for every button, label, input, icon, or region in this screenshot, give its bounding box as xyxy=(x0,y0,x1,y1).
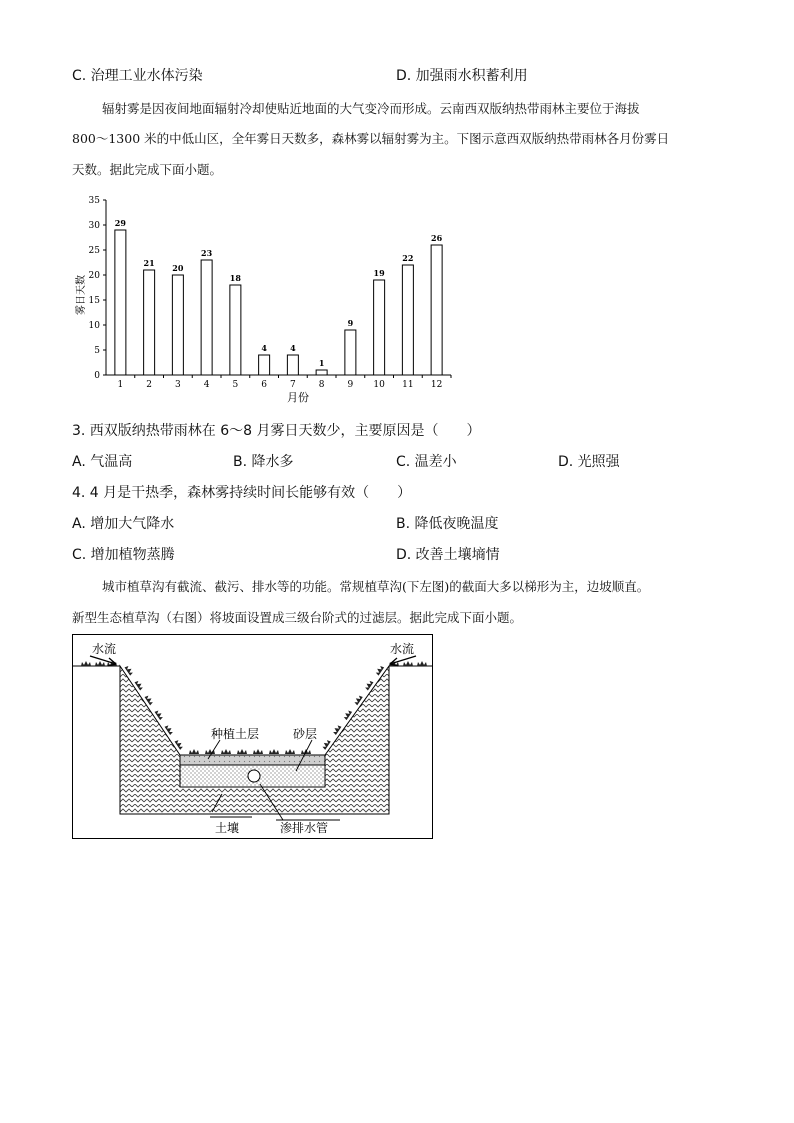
y-tick-label: 35 xyxy=(88,196,100,206)
x-tick-label: 1 xyxy=(117,380,124,390)
drain-pipe-label: 渗排水管 xyxy=(280,821,329,835)
q3-option-a: A. 气温高 xyxy=(72,454,133,470)
grass-swale-diagram xyxy=(72,634,434,840)
y-tick-label: 10 xyxy=(88,321,100,331)
x-tick-label: 3 xyxy=(175,380,181,390)
chart-xlabel: 月份 xyxy=(287,391,309,404)
bar-value-label: 23 xyxy=(201,248,213,258)
x-tick-label: 2 xyxy=(146,380,152,390)
sand-layer-label: 砂层 xyxy=(293,727,318,741)
bar-value-label: 4 xyxy=(290,343,296,353)
bar xyxy=(345,330,356,375)
soil-label: 土壤 xyxy=(215,821,240,835)
passage2-line1: 城市植草沟有截流、截污、排水等的功能。常规植草沟(下左图)的截面大多以梯形为主，边坡顺直。 xyxy=(102,579,650,594)
flow-label-right: 水流 xyxy=(390,642,415,656)
bar xyxy=(374,280,385,375)
q3-stem: 3. 西双版纳热带雨林在 6～8 月雾日天数少，主要原因是（ ） xyxy=(72,423,481,439)
y-tick-label: 20 xyxy=(88,271,100,281)
flow-label-left: 水流 xyxy=(92,642,117,656)
x-tick-label: 11 xyxy=(402,380,414,390)
bar xyxy=(259,355,270,375)
bar-value-label: 9 xyxy=(347,318,354,328)
x-tick-label: 5 xyxy=(232,380,239,390)
x-tick-label: 6 xyxy=(261,380,267,390)
bar xyxy=(201,260,212,375)
drain-pipe xyxy=(248,770,260,782)
bar-value-label: 22 xyxy=(402,253,414,263)
q4-option-a: A. 增加大气降水 xyxy=(72,516,175,532)
bar xyxy=(115,230,126,375)
bar xyxy=(402,265,413,375)
y-tick-label: 15 xyxy=(88,296,100,306)
bar xyxy=(144,270,155,375)
y-tick-label: 30 xyxy=(88,221,100,231)
x-tick-label: 7 xyxy=(290,380,296,390)
q4-option-c: C. 增加植物蒸腾 xyxy=(72,547,175,563)
fog-days-chart xyxy=(60,190,460,410)
y-tick-label: 0 xyxy=(94,371,100,381)
y-tick-label: 5 xyxy=(94,346,100,356)
x-tick-label: 12 xyxy=(430,380,443,390)
planting-soil-label: 种植土层 xyxy=(211,727,260,741)
option-d: D. 加强雨水积蓄利用 xyxy=(396,68,528,84)
x-tick-label: 8 xyxy=(318,380,325,390)
passage1-line1: 辐射雾是因夜间地面辐射冷却使贴近地面的大气变冷而形成。云南西双版纳热带雨林主要位于海拔 xyxy=(102,101,640,116)
bar-value-label: 4 xyxy=(261,343,267,353)
bar-value-label: 21 xyxy=(143,258,155,268)
bar-value-label: 20 xyxy=(172,263,184,273)
chart-ylabel: 雾日天数 xyxy=(76,275,87,315)
bar-value-label: 26 xyxy=(431,233,443,243)
bar xyxy=(316,370,327,375)
bar-value-label: 29 xyxy=(114,218,126,228)
x-tick-label: 10 xyxy=(373,380,385,390)
q4-option-b: B. 降低夜晚温度 xyxy=(396,516,499,532)
bar-value-label: 18 xyxy=(229,273,241,283)
q3-option-c: C. 温差小 xyxy=(396,454,457,470)
bar xyxy=(287,355,298,375)
q3-option-d: D. 光照强 xyxy=(558,454,620,470)
q3-option-b: B. 降水多 xyxy=(233,454,294,470)
passage1-line3: 天数。据此完成下面小题。 xyxy=(72,162,223,177)
x-tick-label: 9 xyxy=(347,380,354,390)
bar xyxy=(230,285,241,375)
y-tick-label: 25 xyxy=(88,246,100,256)
x-tick-label: 4 xyxy=(203,380,210,390)
q4-option-d: D. 改善土壤墒情 xyxy=(396,547,500,563)
q4-stem: 4. 4 月是干热季，森林雾持续时间长能够有效（ ） xyxy=(72,485,412,501)
bar-value-label: 1 xyxy=(318,358,325,368)
option-c: C. 治理工业水体污染 xyxy=(72,68,203,84)
passage2-line2: 新型生态植草沟（右图）将坡面设置成三级台阶式的过滤层。据此完成下面小题。 xyxy=(72,610,523,625)
bar-value-label: 19 xyxy=(373,268,385,278)
bar xyxy=(172,275,183,375)
bar xyxy=(431,245,442,375)
passage1-line2: 800～1300 米的中低山区，全年雾日天数多，森林雾以辐射雾为主。下图示意西双版纳热带雨林各月份雾日 xyxy=(72,131,670,146)
